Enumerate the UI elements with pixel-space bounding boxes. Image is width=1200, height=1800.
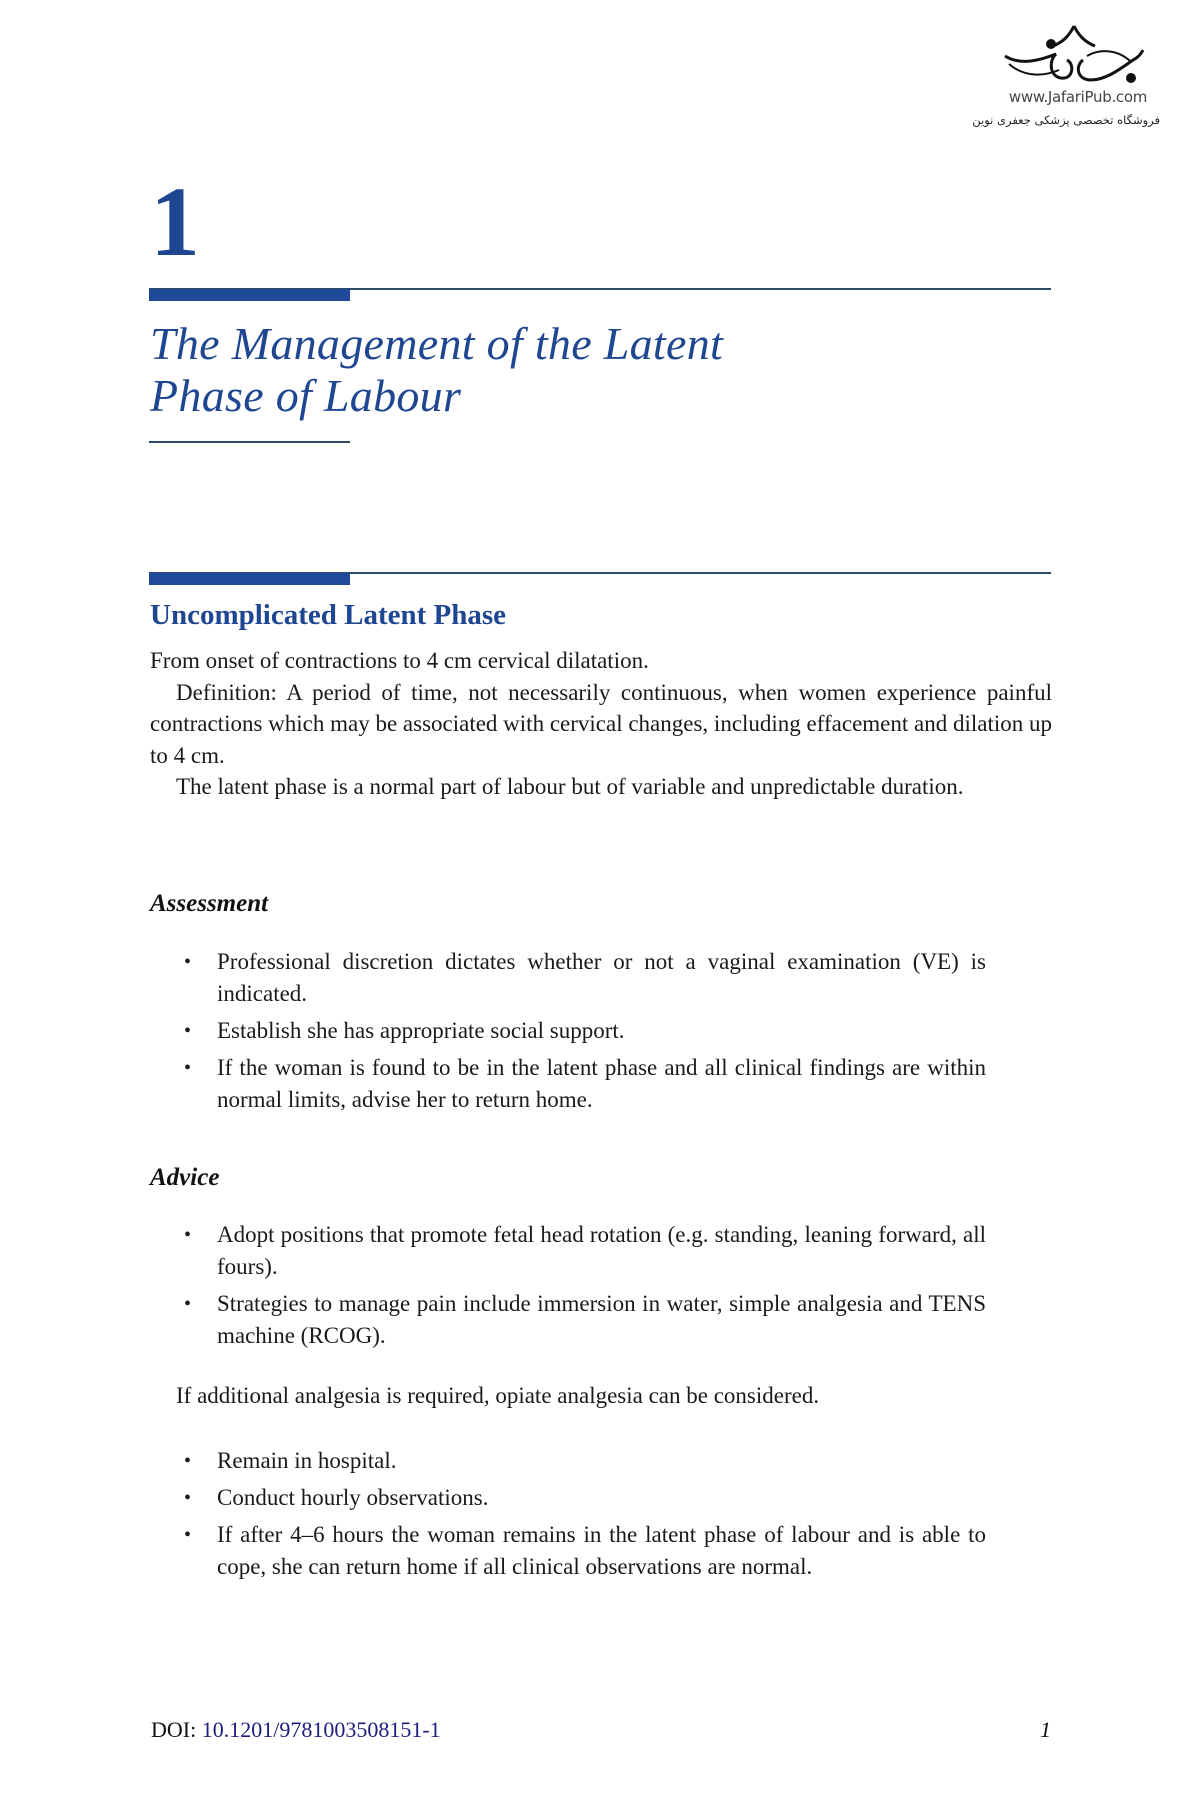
list-item-text: Professional discretion dictates whether or not a vaginal examination (VE) is indicated. — [217, 949, 986, 1006]
paragraph-definition: Definition: A period of time, not necessarily continuous, when women experience painful contractions which may be associated with cervical changes, including effacement and dilation up to 4 cm. — [150, 679, 1053, 768]
bullet-icon: • — [184, 1487, 192, 1509]
doi-link[interactable]: 10.1201/9781003508151-1 — [201, 1717, 441, 1742]
chapter-title — [150, 318, 723, 422]
bullet-icon: • — [184, 1293, 192, 1315]
list-item — [150, 1052, 986, 1116]
chapter-rule-bar — [149, 289, 350, 301]
footer-doi — [151, 1716, 441, 1744]
paragraph-range: From onset of contractions to 4 cm cervical dilatation. — [150, 648, 649, 673]
list-item — [150, 946, 986, 1010]
chapter-title-line-2: Phase of Labour — [150, 370, 462, 421]
publisher-url: www.JafariPub.com — [1008, 88, 1148, 106]
list-item — [150, 1445, 986, 1477]
section-heading: Uncomplicated Latent Phase — [150, 599, 507, 631]
list-item-text: Conduct hourly observations. — [217, 1485, 489, 1510]
list-item-text: Adopt positions that promote fetal head rotation (e.g. standing, leaning forward, all fours). — [217, 1222, 986, 1279]
section-intro — [150, 645, 1052, 803]
publisher-watermark — [972, 18, 1165, 133]
list-item — [150, 1015, 986, 1047]
jafari-logo-icon — [1001, 20, 1151, 90]
list-item-text: Remain in hospital. — [217, 1448, 397, 1473]
publisher-tagline: فروشگاه تخصصی پزشکی جعفری نوین — [972, 113, 1160, 127]
list-item — [150, 1482, 986, 1514]
hospital-list — [150, 1445, 986, 1588]
page-number: 1 — [1040, 1717, 1051, 1742]
list-item — [150, 1519, 986, 1583]
bullet-icon: • — [184, 1057, 192, 1079]
chapter-number: 1 — [150, 166, 200, 277]
section-rule-bar — [149, 573, 350, 585]
chapter-title-line-1: The Management of the Latent — [150, 318, 724, 369]
doi-label: DOI: — [151, 1717, 197, 1742]
list-item — [150, 1288, 986, 1352]
bullet-icon: • — [184, 1020, 192, 1042]
advice-list — [150, 1219, 986, 1357]
bullet-icon: • — [184, 1524, 192, 1546]
list-item-text: If after 4–6 hours the woman remains in the latent phase of labour and is able to cope, she can return home if all clinical observations are normal. — [217, 1522, 986, 1579]
list-item-text: Strategies to manage pain include immersion in water, simple analgesia and TENS machine (RCOG). — [217, 1291, 986, 1348]
list-item-text: If the woman is found to be in the latent phase and all clinical findings are within normal limits, advise her to return home. — [217, 1055, 986, 1112]
bullet-icon: • — [184, 951, 192, 973]
analgesia-note: If additional analgesia is required, opiate analgesia can be considered. — [176, 1383, 820, 1408]
list-item — [150, 1219, 986, 1283]
bullet-icon: • — [184, 1224, 192, 1246]
paragraph-normal-part: The latent phase is a normal part of labour but of variable and unpredictable duration. — [176, 774, 964, 799]
list-item-text: Establish she has appropriate social support. — [217, 1018, 625, 1043]
chapter-title-underline — [149, 441, 350, 443]
assessment-heading: Assessment — [150, 890, 269, 917]
assessment-list — [150, 946, 986, 1121]
advice-heading: Advice — [150, 1164, 220, 1191]
bullet-icon: • — [184, 1450, 192, 1472]
